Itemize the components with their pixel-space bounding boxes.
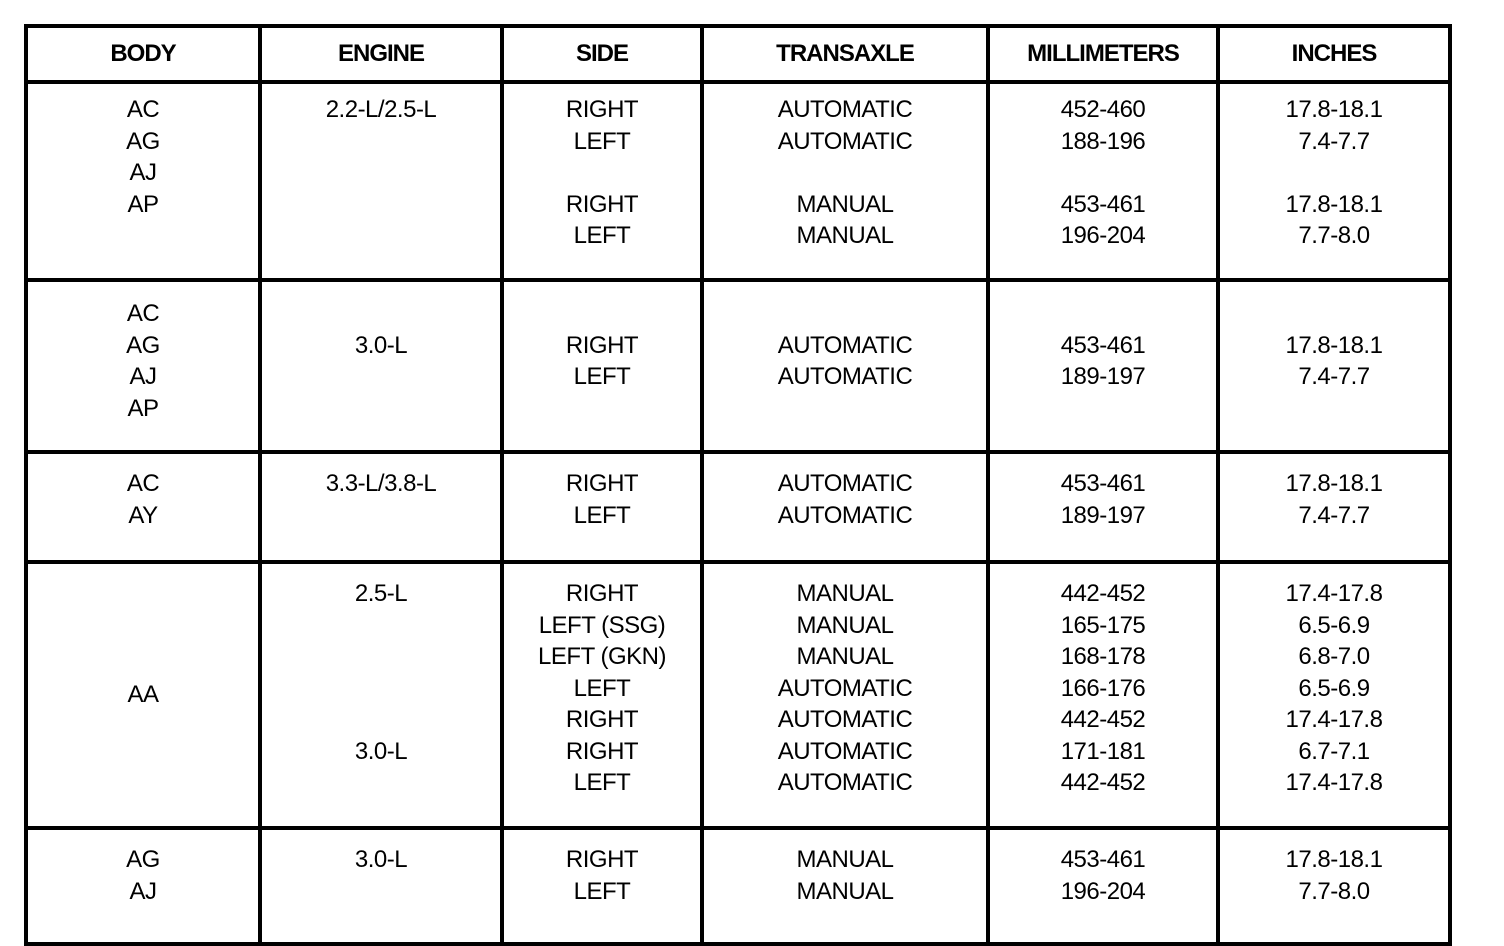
inches-value: 7.7-8.0 (1298, 222, 1370, 249)
transaxle-value: MANUAL (796, 643, 894, 670)
side-value: RIGHT (565, 470, 639, 497)
transaxle-cell (702, 82, 988, 280)
header-side: SIDE (502, 26, 702, 82)
engine-value: 3.0-L (354, 331, 408, 359)
body-code: AP (127, 190, 159, 218)
millimeters-value: 188-196 (1060, 127, 1146, 155)
side-cell (502, 452, 702, 562)
body-cell (26, 280, 260, 452)
inches-cell (1218, 452, 1450, 562)
millimeters-cell (988, 562, 1218, 828)
header-engine: ENGINE (260, 26, 502, 82)
inches-value: 6.8-7.0 (1298, 643, 1370, 670)
transaxle-value: AUTOMATIC (777, 127, 913, 155)
transaxle-value: AUTOMATIC (777, 769, 913, 796)
millimeters-cell (988, 452, 1218, 562)
transaxle-value: AUTOMATIC (777, 470, 913, 497)
millimeters-value: 165-175 (1060, 611, 1146, 639)
inches-value: 7.4-7.7 (1298, 363, 1370, 390)
inches-value: 7.4-7.7 (1298, 127, 1370, 155)
body-code: AJ (129, 159, 157, 186)
transaxle-value: MANUAL (796, 611, 894, 639)
millimeters-value: 452-460 (1060, 96, 1146, 123)
body-cell (26, 82, 260, 280)
transaxle-value: MANUAL (796, 846, 894, 873)
body-code: AG (126, 127, 160, 155)
engine-value: 3.3-L/3.8-L (325, 470, 437, 497)
side-value: LEFT (573, 674, 631, 702)
transaxle-value: AUTOMATIC (777, 96, 913, 123)
transaxle-value: MANUAL (796, 190, 894, 218)
millimeters-value: 189-197 (1060, 501, 1146, 529)
engine-cell (260, 280, 502, 452)
side-value: LEFT (GKN) (538, 643, 666, 670)
engine-cell (260, 82, 502, 280)
transaxle-value: AUTOMATIC (777, 501, 913, 529)
side-value: LEFT (573, 501, 631, 529)
side-cell (502, 828, 702, 944)
millimeters-value: 453-461 (1060, 846, 1146, 873)
inches-value: 17.8-18.1 (1285, 846, 1383, 873)
millimeters-value: 453-461 (1060, 470, 1146, 497)
side-value: LEFT (SSG) (538, 611, 666, 639)
inches-value: 6.5-6.9 (1298, 611, 1370, 639)
transaxle-value: AUTOMATIC (777, 737, 913, 765)
millimeters-value: 442-452 (1060, 580, 1146, 607)
millimeters-value: 166-176 (1060, 674, 1146, 702)
inches-value: 17.8-18.1 (1285, 190, 1383, 218)
engine-cell (260, 452, 502, 562)
body-code: AJ (129, 363, 157, 390)
table-row (26, 280, 1450, 452)
inches-value: 17.4-17.8 (1285, 706, 1383, 733)
side-value: RIGHT (565, 96, 639, 123)
side-value: RIGHT (565, 846, 639, 873)
body-code: AA (127, 681, 159, 709)
millimeters-value: 171-181 (1060, 737, 1146, 765)
inches-cell (1218, 82, 1450, 280)
header-body: BODY (26, 26, 260, 82)
transaxle-value: AUTOMATIC (777, 363, 913, 390)
engine-cell (260, 828, 502, 944)
inches-value: 7.7-8.0 (1298, 877, 1370, 905)
inches-value: 17.4-17.8 (1285, 580, 1383, 607)
header-transaxle: TRANSAXLE (702, 26, 988, 82)
inches-cell (1218, 828, 1450, 944)
body-code: AJ (129, 877, 157, 905)
transaxle-cell (702, 562, 988, 828)
inches-value: 6.7-7.1 (1298, 737, 1370, 765)
millimeters-value: 442-452 (1060, 769, 1146, 796)
side-value: LEFT (573, 769, 631, 796)
inches-value: 17.8-18.1 (1285, 470, 1383, 497)
millimeters-value: 189-197 (1060, 363, 1146, 390)
engine-value: 3.0-L (354, 737, 408, 765)
body-code: AC (126, 300, 160, 327)
body-cell (26, 562, 260, 828)
table-row (26, 452, 1450, 562)
transaxle-value: MANUAL (796, 580, 894, 607)
inches-value: 6.5-6.9 (1298, 674, 1370, 702)
inches-value: 17.8-18.1 (1285, 331, 1383, 359)
transaxle-cell (702, 828, 988, 944)
side-value: LEFT (573, 127, 631, 155)
side-value: LEFT (573, 222, 631, 249)
millimeters-value: 196-204 (1060, 877, 1146, 905)
inches-value: 17.4-17.8 (1285, 769, 1383, 796)
header-millimeters: MILLIMETERS (988, 26, 1218, 82)
millimeters-value: 453-461 (1060, 331, 1146, 359)
side-value: RIGHT (565, 706, 639, 733)
side-cell (502, 562, 702, 828)
table-row (26, 828, 1450, 944)
inches-cell (1218, 562, 1450, 828)
side-cell (502, 82, 702, 280)
inches-value: 7.4-7.7 (1298, 501, 1370, 529)
body-code: AC (126, 96, 160, 123)
body-cell (26, 828, 260, 944)
inches-cell (1218, 280, 1450, 452)
table-row (26, 562, 1450, 828)
transaxle-value: MANUAL (796, 222, 894, 249)
transaxle-value: AUTOMATIC (777, 674, 913, 702)
transaxle-value: AUTOMATIC (777, 706, 913, 733)
body-code: AP (127, 394, 159, 422)
millimeters-cell (988, 280, 1218, 452)
engine-value: 2.2-L/2.5-L (325, 96, 437, 123)
engine-cell (260, 562, 502, 828)
driveshaft-length-spec-table (24, 24, 1452, 946)
body-code: AG (126, 846, 160, 873)
side-value: RIGHT (565, 190, 639, 218)
millimeters-cell (988, 828, 1218, 944)
engine-value: 2.5-L (354, 580, 408, 607)
side-value: LEFT (573, 363, 631, 390)
header-row (26, 26, 1450, 82)
millimeters-cell (988, 82, 1218, 280)
engine-value: 3.0-L (354, 846, 408, 873)
body-code: AY (128, 501, 158, 529)
header-inches: INCHES (1218, 26, 1450, 82)
transaxle-value: AUTOMATIC (777, 331, 913, 359)
millimeters-value: 453-461 (1060, 190, 1146, 218)
millimeters-value: 196-204 (1060, 222, 1146, 249)
side-value: RIGHT (565, 331, 639, 359)
millimeters-value: 168-178 (1060, 643, 1146, 670)
side-value: LEFT (573, 877, 631, 905)
side-value: RIGHT (565, 737, 639, 765)
side-cell (502, 280, 702, 452)
body-cell (26, 452, 260, 562)
table-row (26, 82, 1450, 280)
body-code: AC (126, 470, 160, 497)
inches-value: 17.8-18.1 (1285, 96, 1383, 123)
millimeters-value: 442-452 (1060, 706, 1146, 733)
side-value: RIGHT (565, 580, 639, 607)
transaxle-cell (702, 452, 988, 562)
body-code: AG (126, 331, 160, 359)
transaxle-value: MANUAL (796, 877, 894, 905)
transaxle-cell (702, 280, 988, 452)
